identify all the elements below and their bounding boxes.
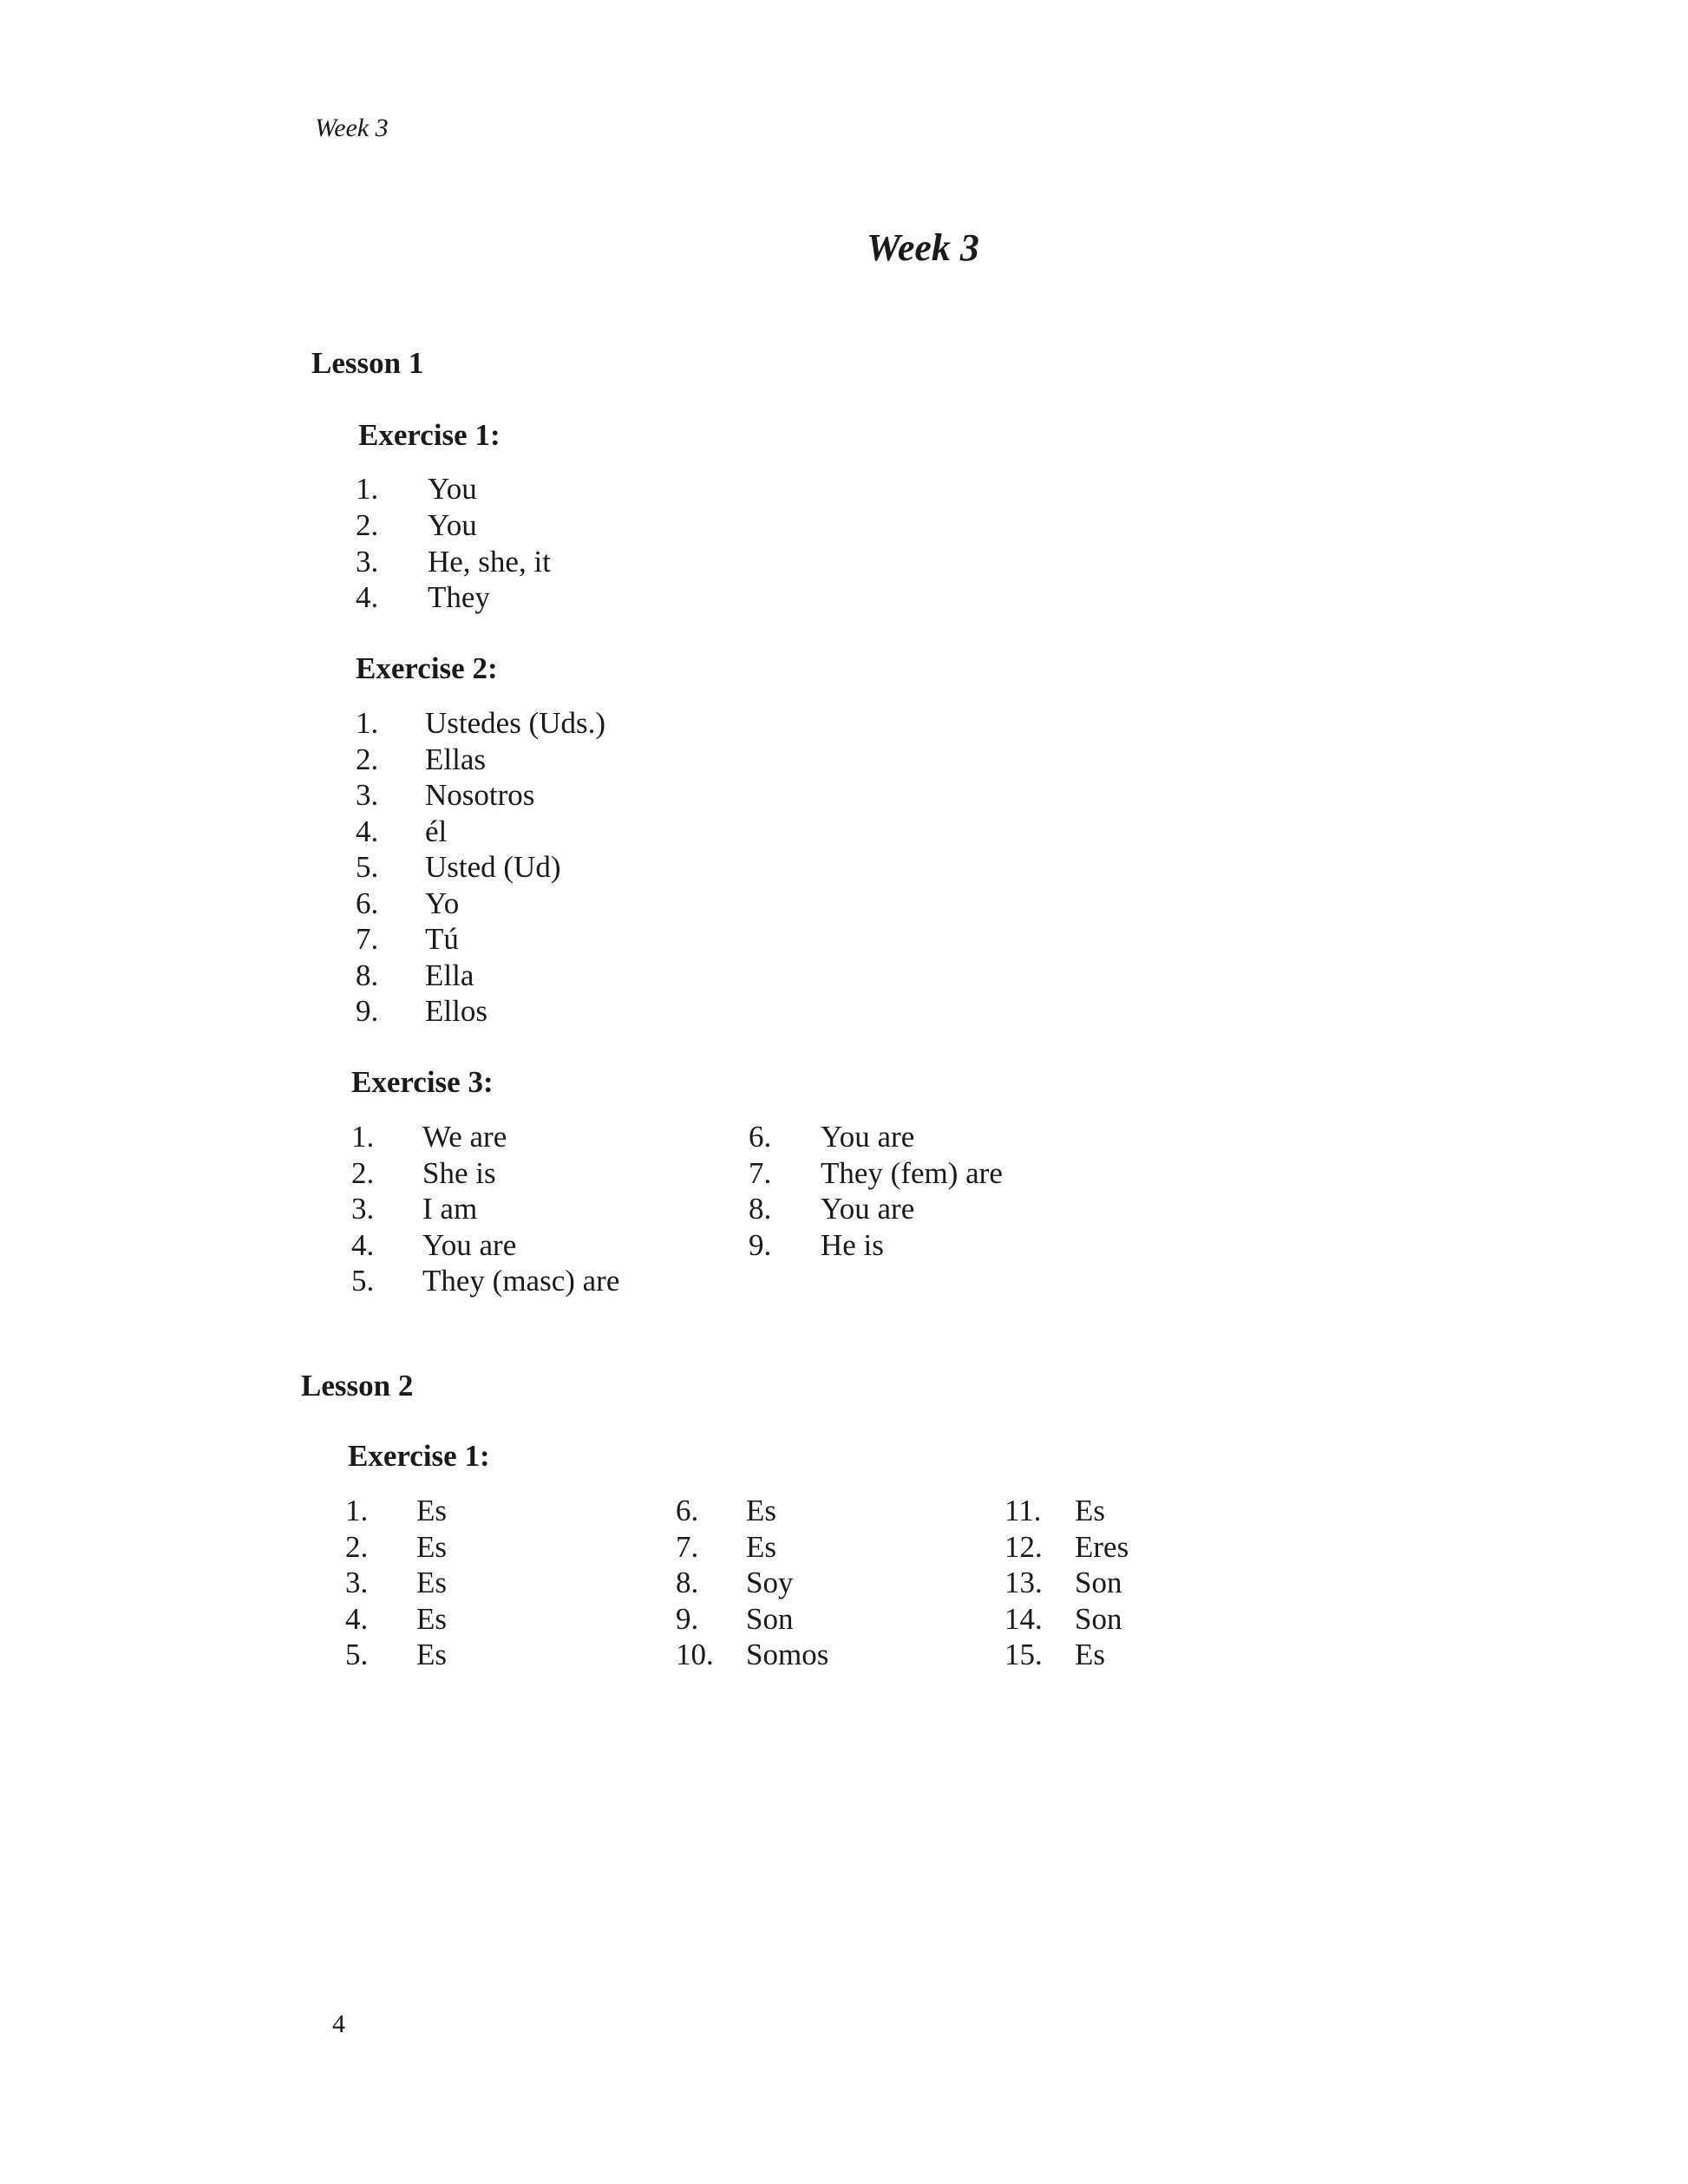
item-number: 3. <box>351 1192 375 1226</box>
lesson-2-heading: Lesson 2 <box>301 1369 414 1403</box>
item-number: 3. <box>345 1566 369 1599</box>
item-number: 1. <box>345 1494 369 1527</box>
item-answer: They (fem) are <box>821 1155 1003 1190</box>
item-answer: You <box>428 472 477 506</box>
item-number: 9. <box>749 1227 772 1262</box>
item-answer: Son <box>746 1601 794 1636</box>
item-number: 1. <box>351 1120 375 1154</box>
item-number: 5. <box>356 850 379 884</box>
l2-exercise-1-heading: Exercise 1: <box>348 1439 490 1473</box>
item-answer: Es <box>416 1638 447 1671</box>
item-number: 9. <box>676 1601 699 1636</box>
item-number: 4. <box>351 1227 375 1262</box>
item-answer: They (masc) are <box>422 1264 620 1298</box>
item-number: 2. <box>351 1155 375 1190</box>
item-number: 6. <box>749 1120 772 1154</box>
item-number: 1. <box>356 706 379 740</box>
item-answer: We are <box>422 1120 507 1154</box>
item-number: 5. <box>345 1638 369 1671</box>
item-answer: Ustedes (Uds.) <box>425 706 606 740</box>
item-number: 2. <box>345 1529 369 1564</box>
item-answer: I am <box>422 1192 478 1226</box>
item-answer: Ellas <box>425 742 486 776</box>
item-number: 7. <box>676 1529 699 1564</box>
item-number: 12. <box>1004 1529 1043 1564</box>
item-answer: Somos <box>746 1638 829 1671</box>
item-number: 9. <box>356 994 379 1028</box>
item-answer: Es <box>416 1529 447 1564</box>
item-answer: He, she, it <box>428 544 551 579</box>
item-answer: Soy <box>746 1566 794 1599</box>
item-number: 4. <box>356 814 379 848</box>
item-answer: Yo <box>425 886 460 920</box>
item-answer: She is <box>422 1155 496 1190</box>
item-number: 1. <box>356 472 379 506</box>
item-number: 7. <box>749 1155 772 1190</box>
item-number: 7. <box>356 922 379 956</box>
item-answer: él <box>425 814 448 848</box>
l1-exercise-1-heading: Exercise 1: <box>358 418 501 452</box>
item-answer: Ellos <box>425 994 487 1028</box>
item-answer: Son <box>1075 1601 1122 1636</box>
item-answer: You are <box>821 1192 915 1226</box>
item-answer: You are <box>422 1227 517 1262</box>
lesson-1-heading: Lesson 1 <box>311 346 424 380</box>
running-header: Week 3 <box>315 114 389 142</box>
item-answer: Ella <box>425 958 474 992</box>
item-answer: Es <box>416 1494 447 1527</box>
item-answer: Eres <box>1075 1529 1129 1564</box>
item-answer: Es <box>746 1529 776 1564</box>
item-number: 8. <box>356 958 379 992</box>
l1-exercise-2-heading: Exercise 2: <box>356 651 498 685</box>
item-answer: They <box>428 580 490 615</box>
item-number: 15. <box>1004 1638 1043 1671</box>
item-number: 6. <box>676 1494 699 1527</box>
l1-exercise-3-heading: Exercise 3: <box>351 1065 494 1099</box>
page-title: Week 3 <box>867 226 979 269</box>
item-answer: Usted (Ud) <box>425 850 561 884</box>
item-number: 2. <box>356 507 379 542</box>
item-answer: Es <box>1075 1638 1105 1671</box>
item-number: 2. <box>356 742 379 776</box>
item-answer: Es <box>416 1566 447 1599</box>
item-answer: You are <box>821 1120 915 1154</box>
item-answer: You <box>428 507 477 542</box>
item-number: 4. <box>356 580 379 615</box>
page-number: 4 <box>332 2010 345 2038</box>
item-number: 8. <box>676 1566 699 1599</box>
item-number: 8. <box>749 1192 772 1226</box>
item-answer: Es <box>746 1494 776 1527</box>
item-number: 3. <box>356 778 379 812</box>
item-number: 5. <box>351 1264 375 1298</box>
item-number: 3. <box>356 544 379 579</box>
item-answer: Es <box>416 1601 447 1636</box>
item-number: 4. <box>345 1601 369 1636</box>
item-number: 10. <box>676 1638 714 1671</box>
item-number: 11. <box>1004 1494 1042 1527</box>
item-number: 6. <box>356 886 379 920</box>
item-answer: Nosotros <box>425 778 535 812</box>
item-answer: Tú <box>425 922 459 956</box>
item-number: 13. <box>1004 1566 1043 1599</box>
item-answer: Es <box>1075 1494 1105 1527</box>
item-answer: Son <box>1075 1566 1122 1599</box>
item-answer: He is <box>821 1227 884 1262</box>
item-number: 14. <box>1004 1601 1043 1636</box>
